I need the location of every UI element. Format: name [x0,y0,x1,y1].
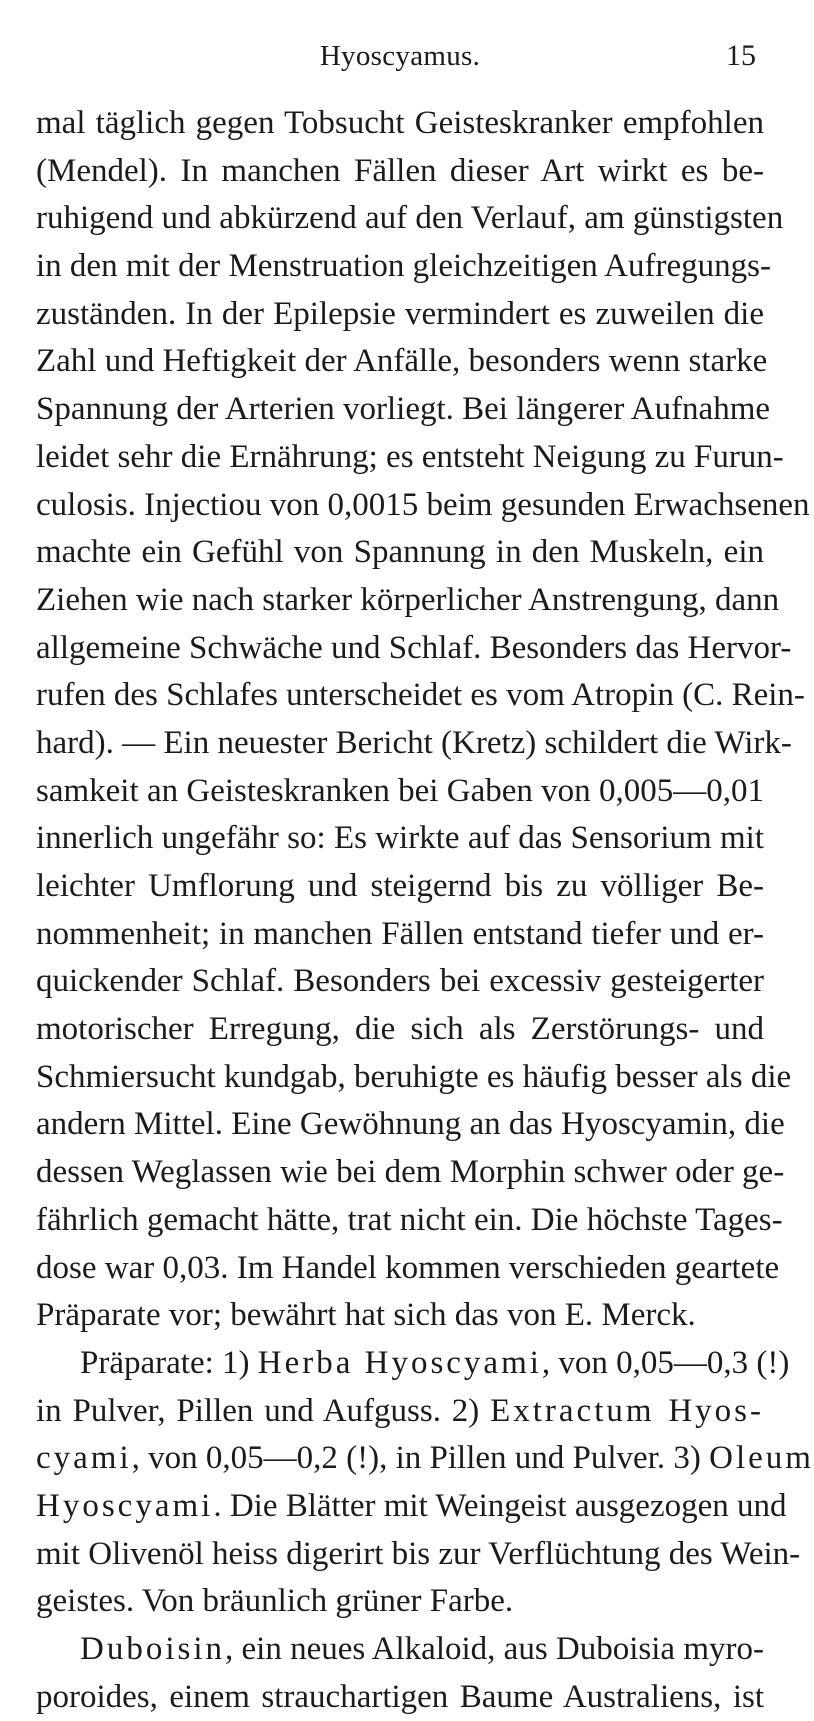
text-line: fährlich gemacht hätte, trat nicht ein. Die höchste Tages- [36,1201,783,1238]
text-run: . Die Blätter mit Weingeist ausgezogen und [213,1487,787,1524]
text-line: andern Mittel. Eine Gewöhnung an das Hyoscyamin, die [36,1106,785,1143]
text-line: allgemeine Schwäche und Schlaf. Besonders das Hervor- [36,629,792,666]
text-line-preparations [36,1340,790,1388]
text-line: nommenheit; in manchen Fällen entstand tiefer und er- [36,915,764,952]
text-line: Schmiersucht kundgab, beruhigte es häufig besser als die [36,1058,792,1095]
drug-name-herba-hyoscyami: Herba Hyoscyami [257,1344,542,1381]
text-line: mal täglich gegen Tobsucht Geisteskranker empfohlen [36,105,764,141]
text-line: rufen des Schlafes unterscheidet es vom Atropin (C. Rein- [36,677,805,714]
text-line: geistes. Von bräunlich grüner Farbe. [36,1583,514,1620]
text-line: Präparate vor; bewährt hat sich das von E. Merck. [36,1297,696,1334]
text-line [36,1388,764,1436]
text-line: leidet sehr die Ernährung; es entsteht Neigung zu Furun- [36,438,784,475]
text-run: , ein neues Alkaloid, aus Duboisia myro- [225,1631,764,1667]
text-line [36,1435,814,1483]
text-line: (Mendel). In manchen Fällen dieser Art wirkt es be- [36,152,764,189]
text-line: dose war 0,03. Im Handel kommen verschieden geartete [36,1249,780,1286]
text-line: samkeit an Geisteskranken bei Gaben von 0,005—0,01 [36,772,764,809]
text-line: Ziehen wie nach starker körperlicher Anstrengung, dann [36,581,780,618]
text-line: poroides, einem strauchartigen Baume Australiens, ist [36,1678,764,1715]
text-line: innerlich ungefähr so: Es wirkte auf das Sensorium mit [36,820,764,857]
text-line: mit Olivenöl heiss digerirt bis zur Verflüchtung des Wein- [36,1535,801,1572]
text-line: leichter Umflorung und steigernd bis zu völliger Be- [36,868,764,904]
text-run: , von 0,05—0,2 (!), in Pillen und Pulver. 3) [131,1440,710,1477]
text-line: Spannung der Arterien vorliegt. Bei längerer Aufnahme [36,391,771,428]
body-text [36,100,814,1721]
text-run: in Pulver, Pillen und Aufguss. 2) [36,1392,491,1429]
text-line: ruhigend und abkürzend auf den Verlauf, am günstigsten [36,200,784,237]
drug-name-duboisin: Duboisin [80,1631,226,1667]
text-line: Zahl und Heftigkeit der Anfälle, besonders wenn starke [36,343,768,380]
drug-name-extractum-hyoscyami: Extractum Hyos- [490,1392,765,1429]
text-line: quickender Schlaf. Besonders bei excessiv gesteigerter [36,963,764,1000]
drug-name-extractum-hyoscyami-cont: cyami [36,1440,132,1477]
drug-name-oleum-hyoscyami-cont: Hyoscyami [36,1487,214,1524]
text-line: culosis. Injectiou von 0,0015 beim gesunden Erwachsenen [36,486,810,523]
text-run: , von 0,05—0,3 (!) [541,1344,790,1381]
text-line: hard). — Ein neuester Bericht (Kretz) schildert die Wirk- [36,724,792,761]
text-run: Präparate: 1) [80,1344,258,1381]
running-head-title: Hyoscyamus. [319,40,481,72]
running-head [36,36,764,76]
text-line [36,1483,787,1531]
text-line: dessen Weglassen wie bei dem Morphin schwer oder ge- [36,1154,785,1191]
text-line: zuständen. In der Epilepsie vermindert es zuweilen die [36,295,764,332]
text-line: machte ein Gefühl von Spannung in den Muskeln, ein [36,534,764,571]
text-line-duboisin [36,1626,764,1674]
drug-name-oleum-hyoscyami: Oleum [709,1440,814,1477]
text-line: motorischer Erregung, die sich als Zerstörungs- und [36,1011,764,1048]
text-line: in den mit der Menstruation gleichzeitigen Aufregungs- [36,248,771,285]
page-number: 15 [726,39,756,72]
